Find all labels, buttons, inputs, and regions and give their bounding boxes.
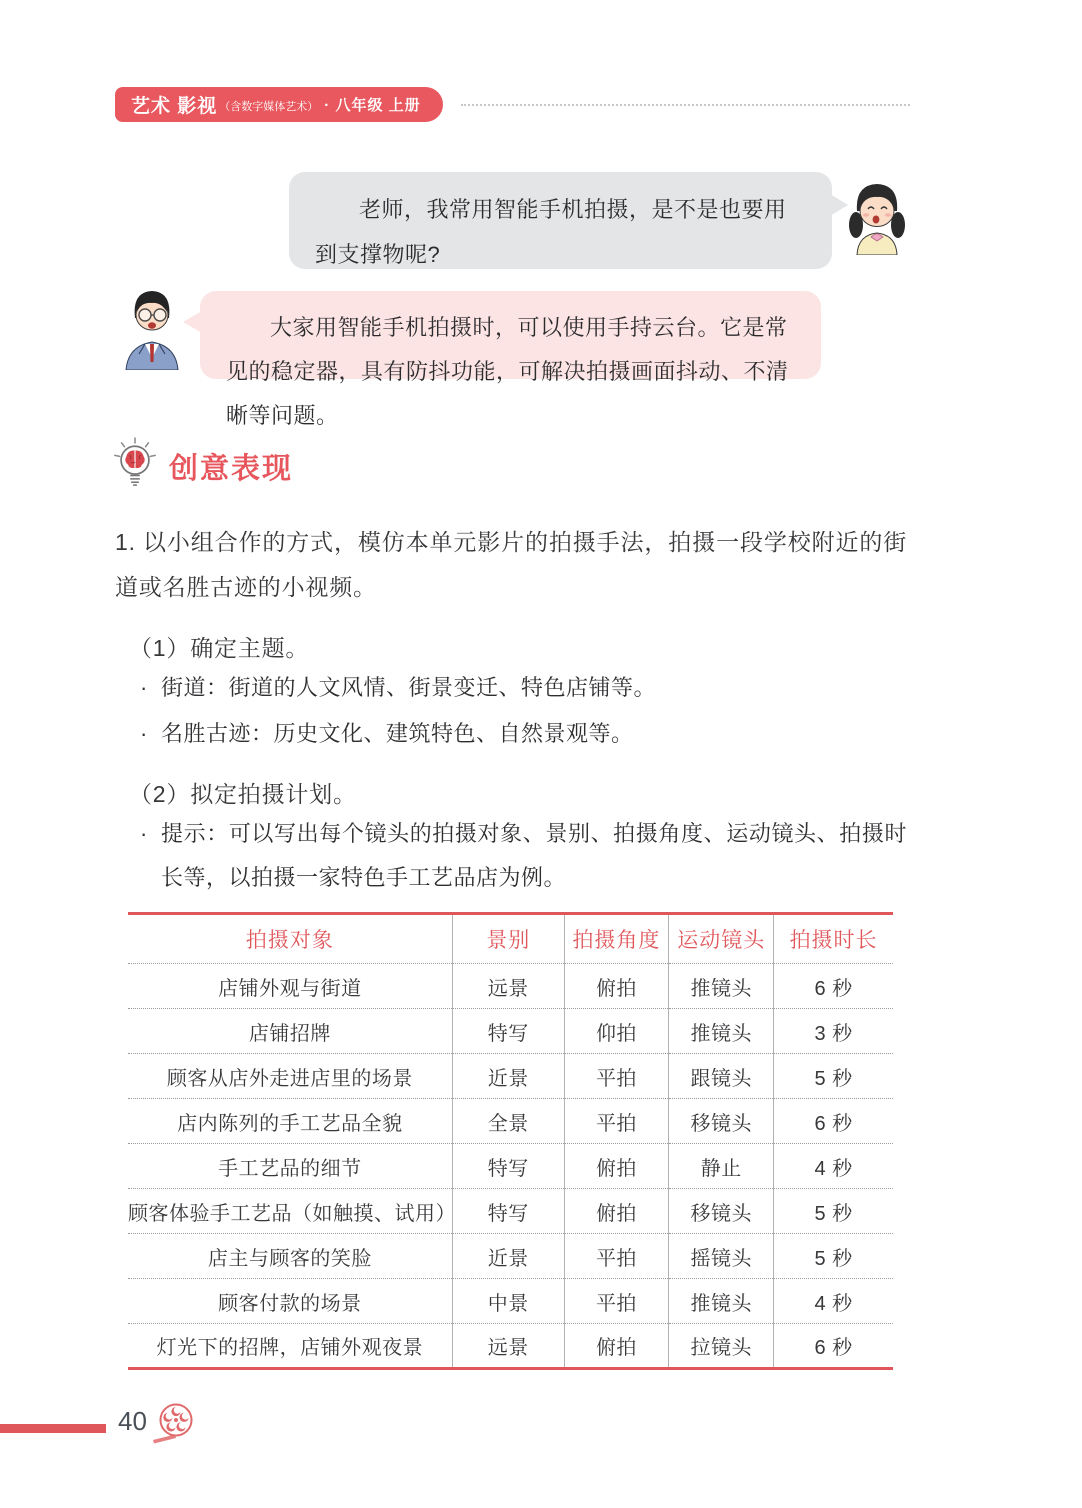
table-cell: 5 秒 [774,1234,893,1279]
teacher-speech-text: 大家用智能手机拍摄时，可以使用手持云台。它是常见的稳定器，具有防抖功能，可解决拍摄画面抖动、不清晰等问题。 [226,315,789,428]
table-cell: 移镜头 [669,1189,774,1234]
lightbulb-brain-icon [111,436,159,492]
table-cell: 店铺外观与街道 [218,977,362,1000]
table-cell: 俯拍 [564,1144,669,1189]
table-cell: 3 秒 [774,1009,893,1054]
table-cell: 推镜头 [669,1009,774,1054]
bullet-hint-text: 提示：可以写出每个镜头的拍摄对象、景别、拍摄角度、运动镜头、拍摄时长等，以拍摄一家特色手工艺品店为例。 [161,821,907,890]
table-row [128,1144,893,1189]
column-header: 拍摄对象 [128,914,452,964]
table-cell: 平拍 [564,1234,669,1279]
table-cell: 灯光下的招牌，店铺外观夜景 [128,1324,452,1369]
teacher-avatar-illustration [117,284,187,370]
table-cell: 近景 [452,1054,564,1099]
badge-title: 艺术 影视 [131,96,218,117]
header-dotted-line [461,104,910,106]
table-cell: 4 秒 [774,1144,893,1189]
chapter-badge [115,87,443,122]
section-title: 创意表现 [169,452,294,485]
table-cell: 远景 [452,964,564,1009]
table-row [128,1189,893,1234]
table-cell: 跟镜头 [669,1054,774,1099]
table-cell: 全景 [452,1099,564,1144]
table-row [128,964,893,1009]
table-cell: 店主与顾客的笑脸 [128,1234,452,1279]
table-cell: 中景 [452,1279,564,1324]
table-cell: 特写 [452,1144,564,1189]
table-cell: 顾客从店外走进店里的场景 [128,1054,452,1099]
bullet-marker: · [140,675,148,700]
footer-red-bar [0,1424,106,1433]
table-row [128,1324,893,1369]
table-cell: 俯拍 [564,1189,669,1234]
table-cell: 顾客体验手工艺品（如触摸、试用） [128,1189,452,1234]
table-cell: 平拍 [564,1099,669,1144]
table-row [128,1279,893,1324]
table-cell: 移镜头 [669,1099,774,1144]
table-cell: 平拍 [564,1054,669,1099]
girl-student-avatar [845,177,909,255]
page-number: 40 [118,1406,147,1436]
girl-avatar-illustration [845,177,909,255]
shooting-plan-table [128,912,893,1370]
bullet-street-text: 街道：街道的人文风情、街景变迁、特色店铺等。 [161,675,657,700]
table-cell: 平拍 [564,1279,669,1324]
table-cell: 摇镜头 [669,1234,774,1279]
task-intro-text: 1. 以小组合作的方式，模仿本单元影片的拍摄手法，拍摄一段学校附近的街道或名胜古迹的小视频。 [115,529,907,600]
section-heading [111,436,293,492]
male-teacher-avatar [117,284,187,370]
bullet-hint [115,812,907,900]
student-speech-bubble [289,172,832,269]
bullet-marker: · [140,821,148,846]
table-cell: 拉镜头 [669,1324,774,1369]
table-cell: 远景 [452,1324,564,1369]
film-reel-icon [152,1400,198,1448]
subtask-1-title: （1）确定主题。 [129,635,310,661]
subtask-2-title: （2）拟定拍摄计划。 [129,781,357,807]
table-cell: 顾客付款的场景 [128,1279,452,1324]
table-row [128,1009,893,1054]
table-header-row [128,914,893,964]
teacher-speech-bubble [200,291,821,428]
table-cell: 特写 [452,1189,564,1234]
table-cell: 4 秒 [774,1279,893,1324]
bullet-marker: · [140,721,148,746]
bullet-heritage-text: 名胜古迹：历史文化、建筑特色、自然景观等。 [161,721,634,746]
table-cell: 俯拍 [564,1324,669,1369]
table-row [128,1099,893,1144]
table-cell: 6 秒 [774,1099,893,1144]
column-header: 拍摄角度 [564,914,669,964]
table-row [128,1234,893,1279]
column-header: 景别 [452,914,564,964]
table-cell: 推镜头 [669,1279,774,1324]
page-header [115,87,910,122]
table-cell: 特写 [452,1009,564,1054]
table-cell: 静止 [669,1144,774,1189]
table-cell: 店内陈列的手工艺品全貌 [128,1099,452,1144]
table-cell: 5 秒 [774,1054,893,1099]
badge-grade: · 八年级 上册 [324,97,421,114]
bullet-street [115,666,907,710]
task-content [115,520,907,1370]
shooting-plan-table-wrap [128,912,893,1370]
table-cell: 推镜头 [669,964,774,1009]
table-cell: 手工艺品的细节 [128,1144,452,1189]
column-header: 拍摄时长 [774,914,893,964]
table-cell: 仰拍 [564,1009,669,1054]
table-cell: 近景 [452,1234,564,1279]
table-cell: 6 秒 [774,964,893,1009]
table-cell: 俯拍 [564,964,669,1009]
table-cell: 店铺招牌 [128,1009,452,1054]
table-cell: 5 秒 [774,1189,893,1234]
column-header: 运动镜头 [669,914,774,964]
student-speech-text: 老师，我常用智能手机拍摄，是不是也要用到支撑物呢? [315,197,787,267]
bullet-heritage [115,712,907,756]
table-cell: 6 秒 [774,1324,893,1369]
badge-subtitle: （含数字媒体艺术） [219,100,319,113]
table-row [128,1054,893,1099]
